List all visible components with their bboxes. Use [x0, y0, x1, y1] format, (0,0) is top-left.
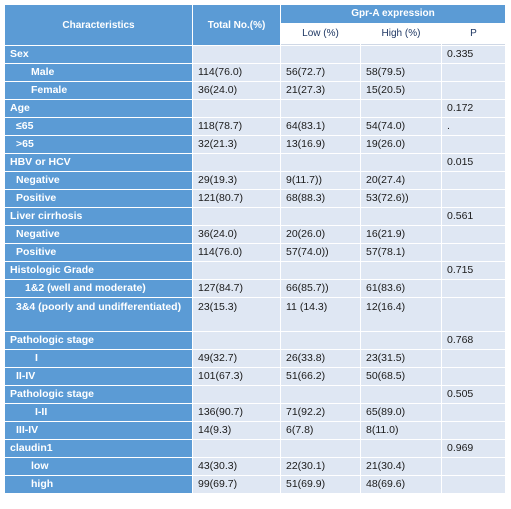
clinicopathological-table: [4, 4, 506, 494]
high-cell: 15(20.5): [361, 82, 441, 99]
table-row: [5, 404, 505, 421]
p-cell: [442, 172, 505, 189]
high-cell: 20(27.4): [361, 172, 441, 189]
low-cell: 11 (14.3): [281, 298, 360, 331]
low-cell: 57(74.0)): [281, 244, 360, 261]
table-row: [5, 386, 505, 403]
p-cell: [442, 64, 505, 81]
high-cell: 50(68.5): [361, 368, 441, 385]
row-label: Age: [5, 100, 192, 117]
clinicopathological-table-container: [4, 4, 505, 503]
row-label: Female: [5, 82, 192, 99]
high-cell: [361, 208, 441, 225]
p-cell: 0.015: [442, 154, 505, 171]
high-cell: 58(79.5): [361, 64, 441, 81]
high-cell: [361, 154, 441, 171]
total-cell: 36(24.0): [193, 226, 280, 243]
row-label: high: [5, 476, 192, 493]
row-label: I: [5, 350, 192, 367]
low-cell: 20(26.0): [281, 226, 360, 243]
low-cell: [281, 332, 360, 349]
table-row: [5, 100, 505, 117]
high-cell: [361, 386, 441, 403]
table-row: [5, 476, 505, 493]
total-cell: [193, 208, 280, 225]
table-row: [5, 298, 505, 331]
total-cell: 14(9.3): [193, 422, 280, 439]
total-cell: 36(24.0): [193, 82, 280, 99]
table-row: [5, 136, 505, 153]
total-cell: [193, 332, 280, 349]
p-cell: 0.768: [442, 332, 505, 349]
total-cell: [193, 154, 280, 171]
p-cell: 0.505: [442, 386, 505, 403]
total-cell: 32(21.3): [193, 136, 280, 153]
total-cell: [193, 440, 280, 457]
high-cell: [361, 100, 441, 117]
table-row: [5, 458, 505, 475]
row-label: II-IV: [5, 368, 192, 385]
table-row: [5, 332, 505, 349]
row-label: I-II: [5, 404, 192, 421]
row-label: ≤65: [5, 118, 192, 135]
p-cell: 0.335: [442, 46, 505, 63]
p-cell: [442, 82, 505, 99]
row-label: Negative: [5, 172, 192, 189]
total-cell: 23(15.3): [193, 298, 280, 331]
header-characteristics: Characteristics: [5, 5, 192, 45]
header-p: P: [442, 24, 505, 45]
p-cell: [442, 404, 505, 421]
high-cell: [361, 440, 441, 457]
table-row: [5, 208, 505, 225]
low-cell: [281, 262, 360, 279]
row-label: 1&2 (well and moderate): [5, 280, 192, 297]
table-row: [5, 368, 505, 385]
table-row: [5, 154, 505, 171]
table-row: [5, 280, 505, 297]
total-cell: 49(32.7): [193, 350, 280, 367]
table-row: [5, 190, 505, 207]
low-cell: [281, 386, 360, 403]
row-label: Positive: [5, 244, 192, 261]
total-cell: 114(76.0): [193, 64, 280, 81]
p-cell: [442, 190, 505, 207]
p-cell: 0.969: [442, 440, 505, 457]
row-label: Pathologic stage: [5, 332, 192, 349]
low-cell: 26(33.8): [281, 350, 360, 367]
high-cell: 48(69.6): [361, 476, 441, 493]
high-cell: 8(11.0): [361, 422, 441, 439]
total-cell: [193, 386, 280, 403]
low-cell: 13(16.9): [281, 136, 360, 153]
p-cell: [442, 280, 505, 297]
high-cell: 65(89.0): [361, 404, 441, 421]
high-cell: 61(83.6): [361, 280, 441, 297]
low-cell: 68(88.3): [281, 190, 360, 207]
row-label: HBV or HCV: [5, 154, 192, 171]
table-row: [5, 226, 505, 243]
row-label: III-IV: [5, 422, 192, 439]
low-cell: [281, 440, 360, 457]
row-label: low: [5, 458, 192, 475]
total-cell: 118(78.7): [193, 118, 280, 135]
table-row: [5, 118, 505, 135]
low-cell: 51(69.9): [281, 476, 360, 493]
row-label: Male: [5, 64, 192, 81]
low-cell: 51(66.2): [281, 368, 360, 385]
low-cell: 64(83.1): [281, 118, 360, 135]
total-cell: 127(84.7): [193, 280, 280, 297]
table-row: [5, 262, 505, 279]
high-cell: 23(31.5): [361, 350, 441, 367]
table-row: [5, 244, 505, 261]
table-row: [5, 172, 505, 189]
row-label: Positive: [5, 190, 192, 207]
table-row: [5, 350, 505, 367]
high-cell: 12(16.4): [361, 298, 441, 331]
p-cell: [442, 458, 505, 475]
low-cell: [281, 154, 360, 171]
header-expression: Gpr-A expression: [281, 5, 505, 23]
total-cell: [193, 46, 280, 63]
high-cell: 16(21.9): [361, 226, 441, 243]
row-label: 3&4 (poorly and undifferentiated): [5, 298, 192, 331]
high-cell: 19(26.0): [361, 136, 441, 153]
row-label: Liver cirrhosis: [5, 208, 192, 225]
low-cell: 9(11.7)): [281, 172, 360, 189]
total-cell: 136(90.7): [193, 404, 280, 421]
total-cell: [193, 262, 280, 279]
low-cell: [281, 208, 360, 225]
total-cell: 43(30.3): [193, 458, 280, 475]
high-cell: [361, 262, 441, 279]
total-cell: 101(67.3): [193, 368, 280, 385]
table-row: [5, 440, 505, 457]
low-cell: 21(27.3): [281, 82, 360, 99]
p-cell: [442, 350, 505, 367]
row-label: >65: [5, 136, 192, 153]
table-row: [5, 82, 505, 99]
high-cell: 53(72.6)): [361, 190, 441, 207]
table-row: [5, 64, 505, 81]
high-cell: 54(74.0): [361, 118, 441, 135]
high-cell: [361, 46, 441, 63]
header-total: Total No.(%): [193, 5, 280, 45]
low-cell: [281, 46, 360, 63]
p-cell: [442, 298, 505, 331]
low-cell: 22(30.1): [281, 458, 360, 475]
header-low: Low (%): [281, 24, 360, 45]
total-cell: 99(69.7): [193, 476, 280, 493]
high-cell: 21(30.4): [361, 458, 441, 475]
p-cell: 0.172: [442, 100, 505, 117]
p-cell: [442, 136, 505, 153]
row-label: Pathologic stage: [5, 386, 192, 403]
table-row: [5, 46, 505, 63]
p-cell: [442, 226, 505, 243]
row-label: Sex: [5, 46, 192, 63]
p-cell: [442, 244, 505, 261]
total-cell: 114(76.0): [193, 244, 280, 261]
p-cell: [442, 476, 505, 493]
p-cell: .: [442, 118, 505, 135]
low-cell: 56(72.7): [281, 64, 360, 81]
row-label: Histologic Grade: [5, 262, 192, 279]
p-cell: 0.715: [442, 262, 505, 279]
table-row: [5, 422, 505, 439]
p-cell: 0.561: [442, 208, 505, 225]
high-cell: [361, 332, 441, 349]
total-cell: 121(80.7): [193, 190, 280, 207]
total-cell: [193, 100, 280, 117]
p-cell: [442, 422, 505, 439]
p-cell: [442, 368, 505, 385]
low-cell: 71(92.2): [281, 404, 360, 421]
low-cell: 6(7.8): [281, 422, 360, 439]
high-cell: 57(78.1): [361, 244, 441, 261]
row-label: Negative: [5, 226, 192, 243]
low-cell: [281, 100, 360, 117]
row-label: claudin1: [5, 440, 192, 457]
low-cell: 66(85.7)): [281, 280, 360, 297]
total-cell: 29(19.3): [193, 172, 280, 189]
header-high: High (%): [361, 24, 441, 45]
